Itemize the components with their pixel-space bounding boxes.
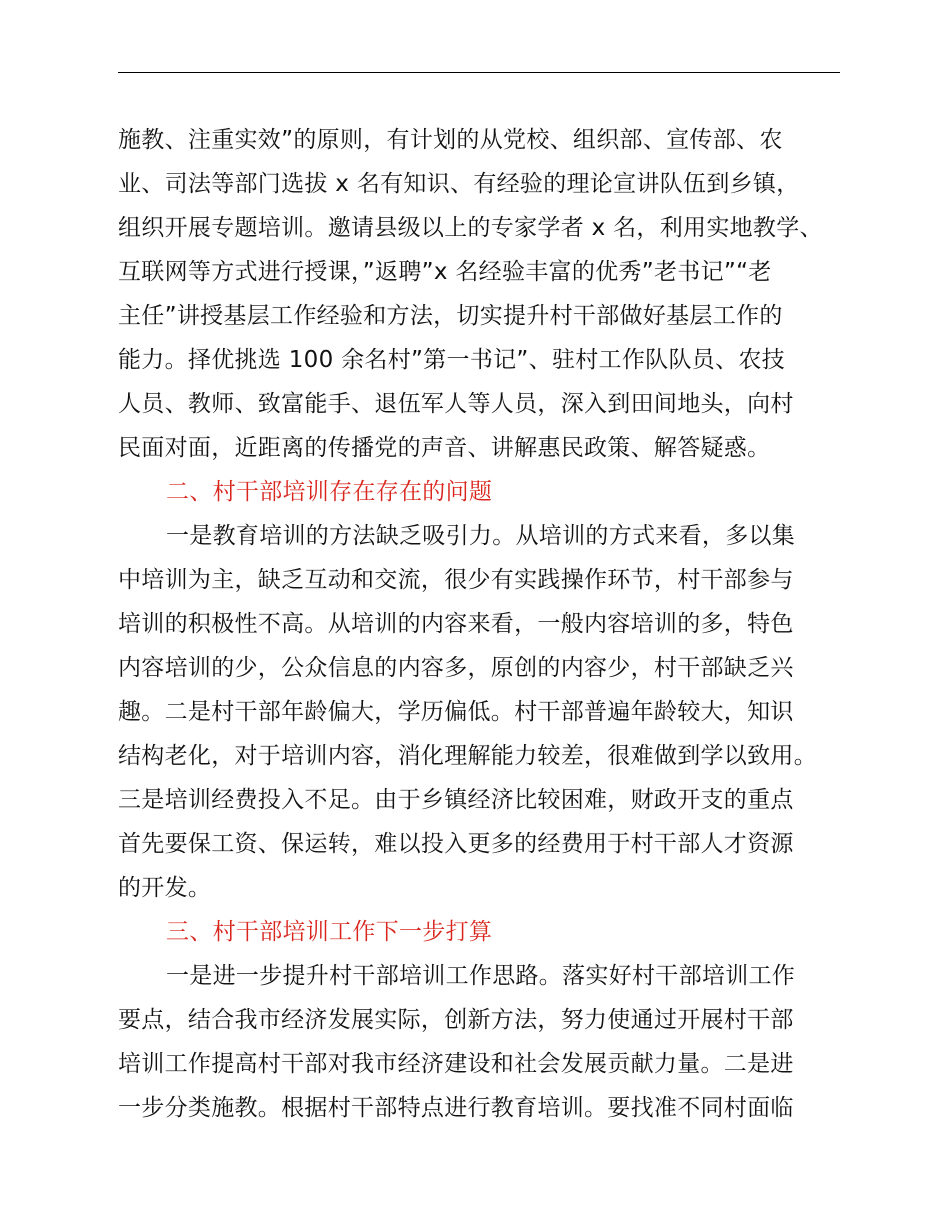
text-line: 培训工作提高村干部对我市经济建设和社会发展贡献力量。二是进 [118,1051,794,1077]
paragraph-start: 一是教育培训的方法缺乏吸引力。从培训的方式来看，多以集 [166,523,796,549]
text-line: 施教、注重实效”的原则，有计划的从党校、组织部、宣传部、农 [118,127,783,153]
text-line: 培训的积极性不高。从培训的内容来看，一般内容培训的多，特色 [118,611,794,637]
text-line: 互联网等方式进行授课，”返聘”x 名经验丰富的优秀”老书记”“老 [118,259,772,285]
text-line: 的开发。 [118,875,212,901]
text-line: 组织开展专题培训。邀请县级以上的专家学者 x 名，利用实地教学、 [118,215,823,241]
text-line: 一步分类施教。根据村干部特点进行教育培训。要找准不同村面临 [118,1095,794,1121]
section-heading-3: 三、村干部培训工作下一步打算 [166,919,493,945]
text-line: 内容培训的少，公众信息的内容多，原创的内容少，村干部缺乏兴 [118,655,794,681]
document-body [118,118,844,1130]
text-line: 要点，结合我市经济发展实际，创新方法，努力使通过开展村干部 [118,1007,794,1033]
text-line: 民面对面，近距离的传播党的声音、讲解惠民政策、解答疑惑。 [118,435,771,461]
text-line: 首先要保工资、保运转，难以投入更多的经费用于村干部人才资源 [118,831,794,857]
section-heading-2: 二、村干部培训存在存在的问题 [166,479,493,505]
text-line: 业、司法等部门选拔 x 名有知识、有经验的理论宣讲队伍到乡镇， [118,171,800,197]
text-line: 三是培训经费投入不足。由于乡镇经济比较困难，财政开支的重点 [118,787,794,813]
text-line: 能力。择优挑选 100 余名村”第一书记”、驻村工作队队员、农技 [118,347,785,373]
text-line: 趣。二是村干部年龄偏大，学历偏低。村干部普遍年龄较大，知识 [118,699,794,725]
paragraph-start: 一是进一步提升村干部培训工作思路。落实好村干部培训工作 [166,963,796,989]
text-line: 主任”讲授基层工作经验和方法，切实提升村干部做好基层工作的 [118,303,783,329]
text-line: 中培训为主，缺乏互动和交流，很少有实践操作环节，村干部参与 [118,567,794,593]
header-rule [118,72,840,73]
text-line: 人员、教师、致富能手、退伍军人等人员，深入到田间地头，向村 [118,391,794,417]
text-line: 结构老化，对于培训内容，消化理解能力较差，很难做到学以致用。 [118,743,817,769]
